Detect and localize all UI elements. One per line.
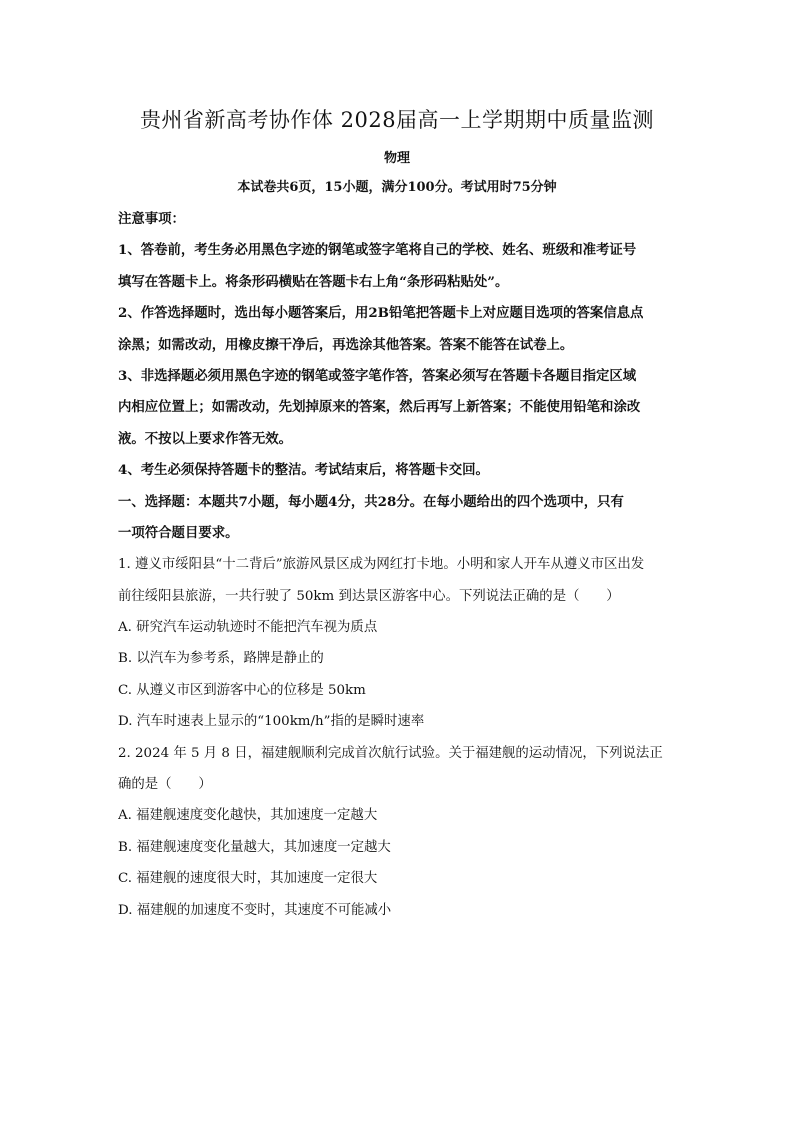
question-2-option-b: B. 福建舰速度变化量越大，其加速度一定越大: [118, 839, 391, 855]
notice-item-2-line-1: 2、作答选择题时，选出每小题答案后，用2B铅笔把答题卡上对应题目选项的答案信息点: [118, 305, 644, 322]
notice-item-3-line-1: 3、非选择题必须用黑色字迹的钢笔或签字笔作答，答案必须写在答题卡各题目指定区域: [118, 367, 637, 384]
notice-item-3-line-2: 内相应位置上；如需改动，先划掉原来的答案，然后再写上新答案；不能使用铅笔和涂改: [118, 399, 641, 416]
notice-heading: 注意事项：: [118, 211, 185, 227]
subject-label: 物理: [383, 151, 410, 166]
notice-item-3-line-3: 液。不按以上要求作答无效。: [118, 430, 293, 447]
exam-body: [118, 204, 688, 926]
notice-item-2-line-2: 涂黑；如需改动，用橡皮擦干净后，再选涂其他答案。答案不能答在试卷上。: [118, 336, 574, 353]
notice-item-1-line-2: 填写在答题卡上。将条形码横贴在答题卡右上角“条形码粘贴处”。: [118, 273, 509, 290]
page-title: 贵州省新高考协作体 2028届高一上学期期中质量监测: [139, 108, 655, 132]
notice-item-1-line-1: 1、答卷前，考生务必用黑色字迹的钢笔或签字笔将自己的学校、姓名、班级和准考证号: [118, 242, 637, 259]
question-1-stem-line-1: 1. 遵义市绥阳县“十二背后”旅游风景区成为网红打卡地。小明和家人开车从遵义市区出发: [118, 557, 645, 573]
question-1-option-b: B. 以汽车为参考系，路牌是静止的: [118, 651, 324, 667]
question-1-option-a: A. 研究汽车运动轨迹时不能把汽车视为质点: [118, 620, 378, 636]
question-2-option-a: A. 福建舰速度变化越快，其加速度一定越大: [118, 808, 378, 824]
question-2-stem-line-1: 2. 2024 年 5 月 8 日，福建舰顺利完成首次航行试验。关于福建舰的运动情况，下列说法正: [118, 745, 663, 761]
section-heading-line-2: 一项符合题目要求。: [118, 524, 239, 541]
question-2-option-c: C. 福建舰的速度很大时，其加速度一定很大: [118, 871, 378, 887]
question-1-stem-line-2: 前往绥阳县旅游，一共行驶了 50km 到达景区游客中心。下列说法正确的是（ ）: [118, 588, 620, 604]
notice-item-4-line-1: 4、考生必须保持答题卡的整洁。考试结束后，将答题卡交回。: [118, 462, 489, 479]
question-2-option-d: D. 福建舰的加速度不变时，其速度不可能减小: [118, 902, 392, 918]
question-1-option-d: D. 汽车时速表上显示的“100km/h”指的是瞬时速率: [118, 714, 425, 730]
section-heading-line-1: 一、选择题：本题共7小题，每小题4分，共28分。在每小题给出的四个选项中，只有: [118, 493, 624, 510]
question-1-option-c: C. 从遵义市区到游客中心的位移是 50km: [118, 682, 366, 698]
question-2-stem-line-2: 确的是（ ）: [118, 777, 212, 793]
exam-info: 本试卷共6页，15小题，满分100分。考试用时75分钟: [237, 180, 557, 195]
